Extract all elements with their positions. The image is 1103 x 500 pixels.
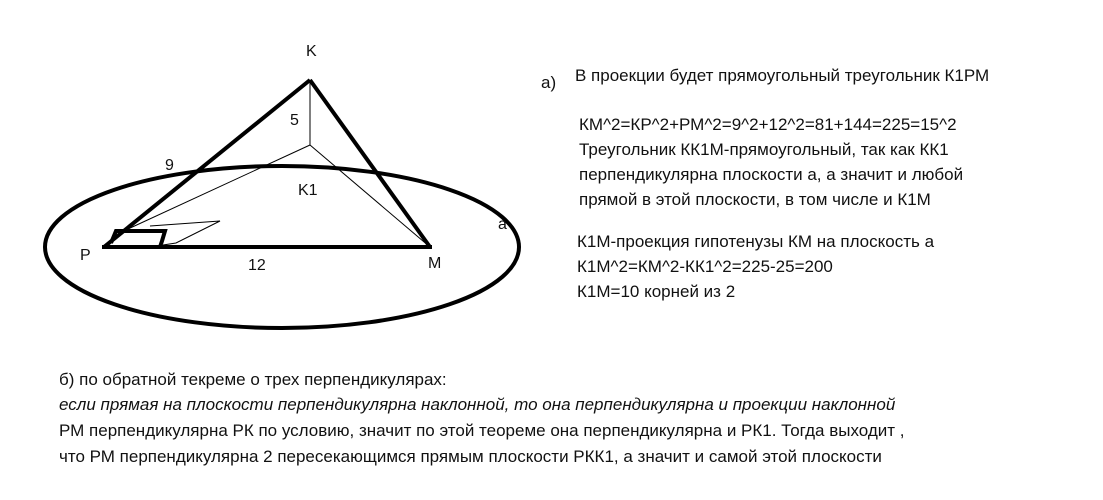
label-pm-length: 12 [248, 257, 266, 274]
label-k1: K1 [298, 182, 318, 199]
part-b-line: что РМ перпендикулярна 2 пересекающимся прямым плоскости РКК1, а значит и самой этой плоскости [59, 447, 882, 466]
part-a-line: перпендикулярна плоскости а, а значит и любой [579, 165, 964, 184]
part-b-line: РМ перпендикулярна РК по условию, значит по этой теореме она перпендикулярна и РК1. Тогда выходит , [59, 421, 905, 440]
part-a-marker: а) [541, 73, 557, 92]
part-b-theorem: если прямая на плоскости перпендикулярна наклонной, то она перпендикулярна и проекции наклонной [59, 395, 896, 414]
geometry-figure [0, 0, 560, 340]
label-kp-length: 9 [165, 157, 174, 174]
label-plane: a [498, 216, 507, 233]
part-a-heading: В проекции будет прямоугольный треугольник К1РМ [575, 66, 990, 85]
label-p: P [80, 247, 91, 264]
part-a-line: КМ^2=КР^2+РМ^2=9^2+12^2=81+144=225=15^2 [579, 115, 957, 134]
label-kk1-length: 5 [290, 112, 299, 129]
part-a-line2: К1М^2=КМ^2-КК1^2=225-25=200 [577, 257, 833, 276]
part-a-line: Треугольник КК1М-прямоугольный, так как КК1 [579, 140, 949, 159]
part-b-intro: б) по обратной текреме о трех перпендикулярах: [59, 370, 447, 389]
label-k: K [306, 43, 317, 60]
part-a-line2: К1М=10 корней из 2 [577, 282, 736, 301]
part-a-line2: К1М-проекция гипотенузы КМ на плоскость а [577, 232, 935, 251]
segment-pk1 [128, 145, 310, 229]
part-a-line: прямой в этой плоскости, в том числе и К1М [579, 190, 931, 209]
segment-km [310, 80, 430, 247]
label-m: M [428, 255, 442, 272]
